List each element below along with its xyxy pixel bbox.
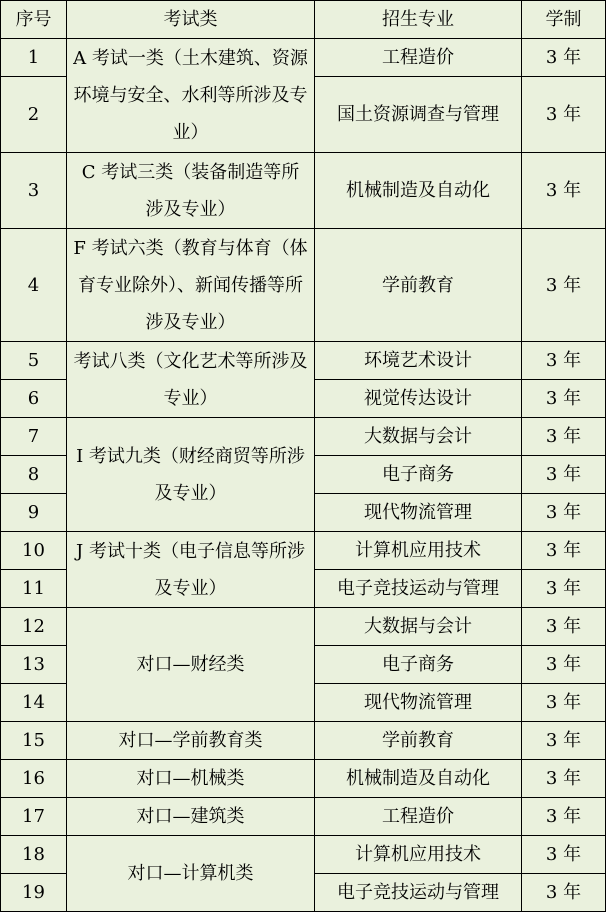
row-no: 13: [1, 646, 67, 684]
row-no: 7: [1, 418, 67, 456]
exam-category: A 考试一类（土木建筑、资源环境与安全、水利等所涉及专业）: [67, 39, 315, 153]
row-duration: 3 年: [522, 570, 606, 608]
row-no: 3: [1, 153, 67, 229]
row-major: 机械制造及自动化: [315, 153, 522, 229]
row-duration: 3 年: [522, 229, 606, 342]
header-duration: 学制: [522, 1, 606, 39]
row-major: 视觉传达设计: [315, 380, 522, 418]
row-duration: 3 年: [522, 77, 606, 153]
row-major: 大数据与会计: [315, 418, 522, 456]
row-no: 1: [1, 39, 67, 77]
header-no: 序号: [1, 1, 67, 39]
row-no: 9: [1, 494, 67, 532]
row-major: 计算机应用技术: [315, 836, 522, 874]
table-row: [1, 342, 606, 380]
row-no: 4: [1, 229, 67, 342]
row-major: 大数据与会计: [315, 608, 522, 646]
row-major: 机械制造及自动化: [315, 760, 522, 798]
row-no: 12: [1, 608, 67, 646]
exam-category: J 考试十类（电子信息等所涉及专业）: [67, 532, 315, 608]
row-duration: 3 年: [522, 418, 606, 456]
table-row: [1, 798, 606, 836]
table-row: [1, 722, 606, 760]
row-no: 11: [1, 570, 67, 608]
row-duration: 3 年: [522, 153, 606, 229]
table-row: [1, 608, 606, 646]
header-major: 招生专业: [315, 1, 522, 39]
row-major: 电子竞技运动与管理: [315, 570, 522, 608]
exam-category: I 考试九类（财经商贸等所涉及专业）: [67, 418, 315, 532]
exam-category: C 考试三类（装备制造等所涉及专业）: [67, 153, 315, 229]
exam-category: 考试八类（文化艺术等所涉及专业）: [67, 342, 315, 418]
row-major: 现代物流管理: [315, 684, 522, 722]
row-duration: 3 年: [522, 646, 606, 684]
row-duration: 3 年: [522, 722, 606, 760]
table-row: [1, 39, 606, 77]
exam-category: 对口—机械类: [67, 760, 315, 798]
exam-category: 对口—学前教育类: [67, 722, 315, 760]
row-duration: 3 年: [522, 760, 606, 798]
table-row: [1, 153, 606, 229]
row-duration: 3 年: [522, 532, 606, 570]
header-exam-category: 考试类: [67, 1, 315, 39]
row-major: 计算机应用技术: [315, 532, 522, 570]
row-no: 5: [1, 342, 67, 380]
row-major: 现代物流管理: [315, 494, 522, 532]
row-no: 18: [1, 836, 67, 874]
row-no: 15: [1, 722, 67, 760]
row-duration: 3 年: [522, 456, 606, 494]
row-duration: 3 年: [522, 494, 606, 532]
row-duration: 3 年: [522, 836, 606, 874]
row-no: 16: [1, 760, 67, 798]
row-major: 电子商务: [315, 646, 522, 684]
table-row: [1, 229, 606, 342]
header-row: [1, 1, 606, 39]
exam-category: F 考试六类（教育与体育（体育专业除外）、新闻传播等所涉及专业）: [67, 229, 315, 342]
row-duration: 3 年: [522, 39, 606, 77]
row-duration: 3 年: [522, 798, 606, 836]
row-no: 19: [1, 874, 67, 912]
row-duration: 3 年: [522, 608, 606, 646]
row-duration: 3 年: [522, 380, 606, 418]
row-major: 环境艺术设计: [315, 342, 522, 380]
row-duration: 3 年: [522, 342, 606, 380]
row-no: 6: [1, 380, 67, 418]
row-major: 工程造价: [315, 798, 522, 836]
row-no: 2: [1, 77, 67, 153]
row-major: 电子竞技运动与管理: [315, 874, 522, 912]
exam-category: 对口—建筑类: [67, 798, 315, 836]
row-major: 电子商务: [315, 456, 522, 494]
exam-category: 对口—计算机类: [67, 836, 315, 912]
row-major: 国土资源调查与管理: [315, 77, 522, 153]
row-duration: 3 年: [522, 684, 606, 722]
row-duration: 3 年: [522, 874, 606, 912]
table-row: [1, 836, 606, 874]
table-row: [1, 532, 606, 570]
row-no: 17: [1, 798, 67, 836]
table-row: [1, 760, 606, 798]
exam-category: 对口—财经类: [67, 608, 315, 722]
row-major: 学前教育: [315, 229, 522, 342]
row-no: 8: [1, 456, 67, 494]
row-major: 学前教育: [315, 722, 522, 760]
row-no: 14: [1, 684, 67, 722]
row-no: 10: [1, 532, 67, 570]
table-row: [1, 418, 606, 456]
row-major: 工程造价: [315, 39, 522, 77]
